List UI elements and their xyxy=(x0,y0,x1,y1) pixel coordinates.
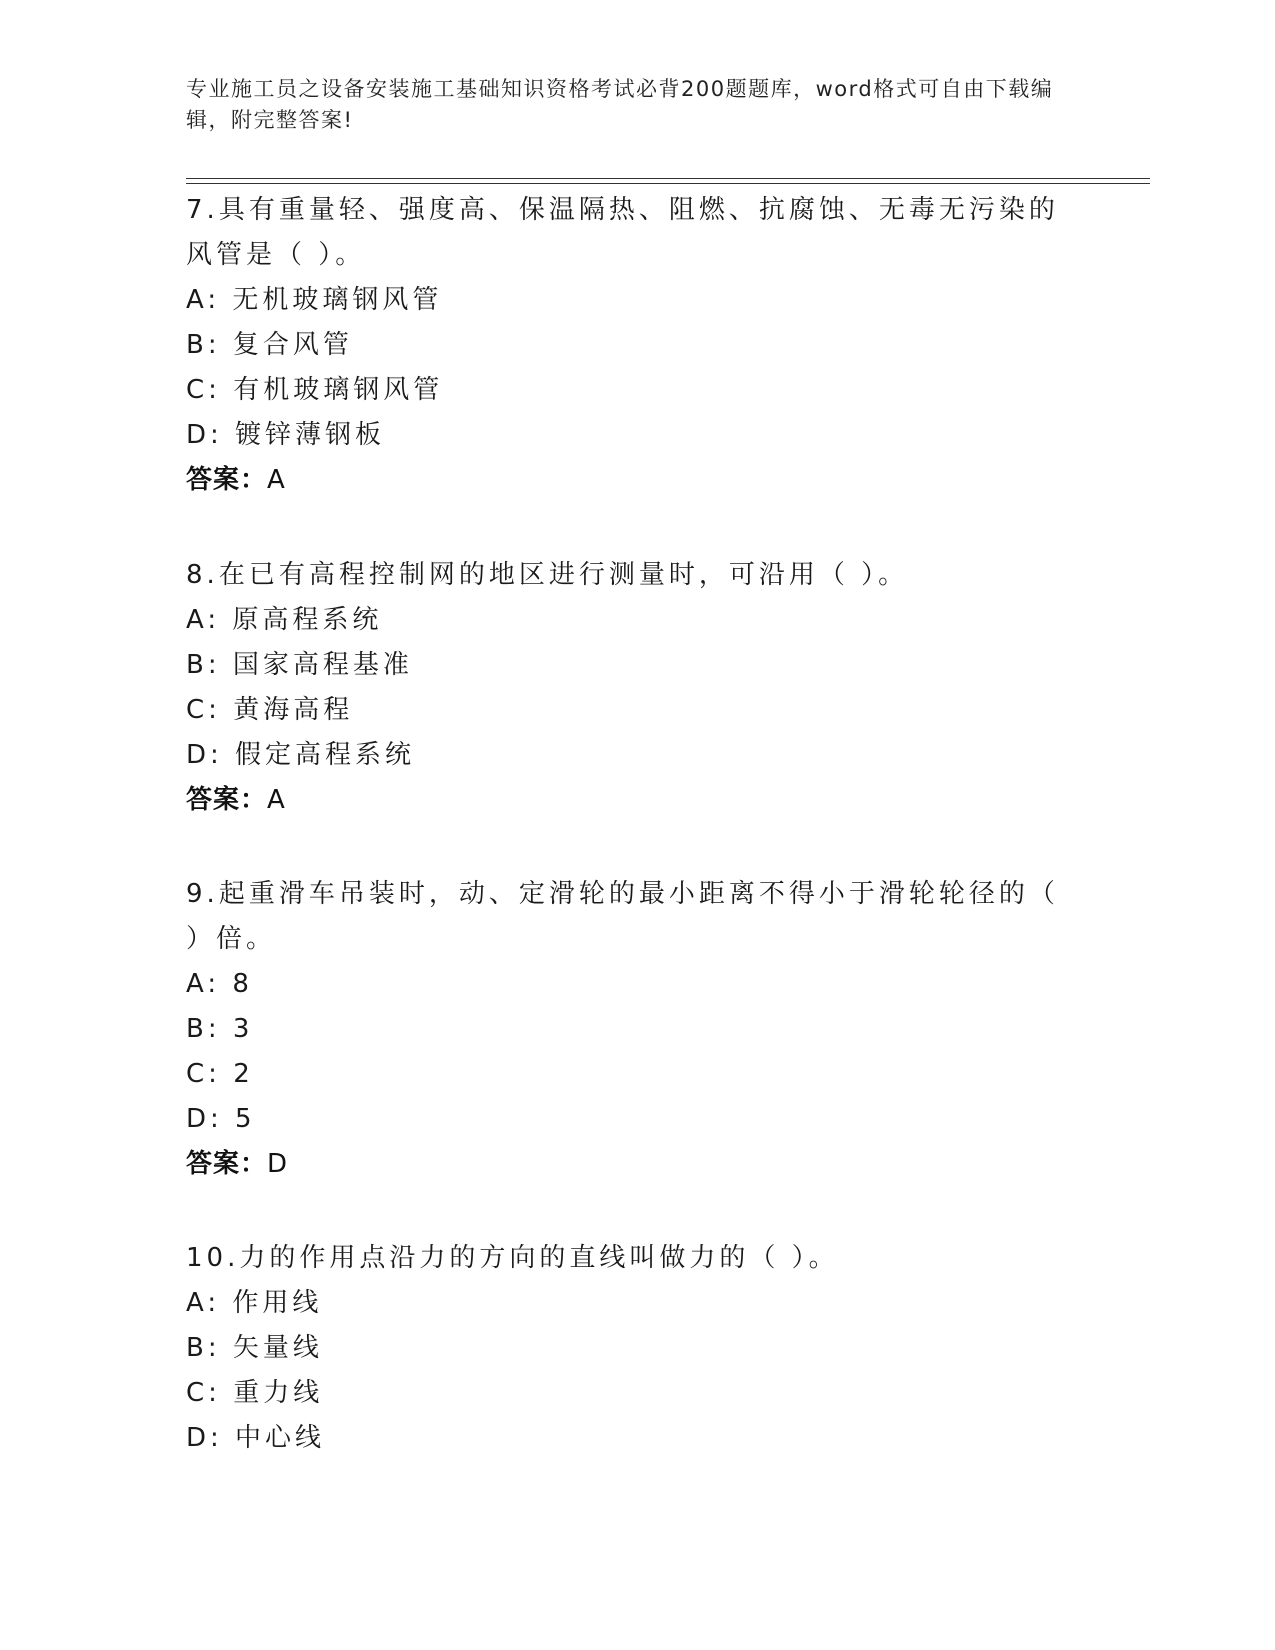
option-text: 无机玻璃钢风管 xyxy=(232,285,443,315)
answer-value: A xyxy=(267,465,286,495)
option-text: 假定高程系统 xyxy=(235,740,416,770)
option-d xyxy=(186,1416,1066,1461)
option-key: A: xyxy=(186,969,221,999)
option-text: 5 xyxy=(235,1104,256,1134)
header-rule-top xyxy=(186,178,1150,179)
option-key: B: xyxy=(186,1014,221,1044)
question-stem xyxy=(186,553,1066,598)
option-key: B: xyxy=(186,330,221,360)
option-key: B: xyxy=(186,650,221,680)
answer-value: A xyxy=(267,785,286,815)
option-text: 黄海高程 xyxy=(233,695,354,725)
option-a xyxy=(186,278,1066,323)
option-d xyxy=(186,733,1066,778)
option-key: D: xyxy=(186,740,223,770)
question-number: 9. xyxy=(186,879,219,909)
option-b xyxy=(186,1007,1066,1052)
answer-label: 答案： xyxy=(186,1149,268,1179)
option-d xyxy=(186,413,1066,458)
question-stem xyxy=(186,188,1066,278)
option-text: 矢量线 xyxy=(232,1333,323,1363)
option-key: D: xyxy=(186,420,223,450)
question-text: 具有重量轻、强度高、保温隔热、阻燃、抗腐蚀、无毒无污染的风管是（ ）。 xyxy=(186,195,1059,270)
option-c xyxy=(186,1371,1066,1416)
option-key: C: xyxy=(186,375,221,405)
answer-line xyxy=(186,1142,1066,1187)
question-text: 在已有高程控制网的地区进行测量时，可沿用（ ）。 xyxy=(218,560,909,590)
option-b xyxy=(186,643,1066,688)
option-key: C: xyxy=(186,695,221,725)
option-key: C: xyxy=(186,1059,221,1089)
question-number: 8. xyxy=(186,560,219,590)
question-stem xyxy=(186,1236,1066,1281)
option-key: D: xyxy=(186,1423,223,1453)
answer-value: D xyxy=(267,1149,289,1179)
option-text: 镀锌薄钢板 xyxy=(235,420,386,450)
answer-label: 答案： xyxy=(186,465,268,495)
answer-line xyxy=(186,778,1066,823)
option-c xyxy=(186,688,1066,733)
question-9 xyxy=(186,872,1066,1187)
question-stem xyxy=(186,872,1066,962)
option-text: 复合风管 xyxy=(232,330,353,360)
answer-label: 答案： xyxy=(186,785,268,815)
question-number: 10. xyxy=(186,1243,240,1273)
question-text: 力的作用点沿力的方向的直线叫做力的（ ）。 xyxy=(239,1243,839,1273)
option-key: B: xyxy=(186,1333,221,1363)
option-text: 中心线 xyxy=(235,1423,326,1453)
option-a xyxy=(186,1281,1066,1326)
option-text: 原高程系统 xyxy=(232,605,383,635)
option-d xyxy=(186,1097,1066,1142)
option-b xyxy=(186,323,1066,368)
header-rule-bottom xyxy=(186,183,1150,184)
document-header: 专业施工员之设备安装施工基础知识资格考试必背200题题库，word格式可自由下载编辑，附完整答案! xyxy=(186,77,1054,132)
question-7 xyxy=(186,188,1066,503)
option-b xyxy=(186,1326,1066,1371)
option-text: 有机玻璃钢风管 xyxy=(233,375,444,405)
option-text: 重力线 xyxy=(233,1378,324,1408)
option-a xyxy=(186,962,1066,1007)
option-key: A: xyxy=(186,1288,221,1318)
question-number: 7. xyxy=(186,195,219,225)
option-key: C: xyxy=(186,1378,221,1408)
option-key: A: xyxy=(186,285,221,315)
option-text: 8 xyxy=(232,969,253,999)
answer-line xyxy=(186,458,1066,503)
option-text: 国家高程基准 xyxy=(232,650,413,680)
option-c xyxy=(186,368,1066,413)
option-c xyxy=(186,1052,1066,1097)
option-text: 作用线 xyxy=(232,1288,323,1318)
option-text: 2 xyxy=(233,1059,254,1089)
question-10 xyxy=(186,1236,1066,1461)
question-text: 起重滑车吊装时，动、定滑轮的最小距离不得小于滑轮轮径的（ ）倍。 xyxy=(186,879,1059,954)
option-a xyxy=(186,598,1066,643)
option-key: D: xyxy=(186,1104,223,1134)
option-key: A: xyxy=(186,605,221,635)
option-text: 3 xyxy=(232,1014,254,1044)
question-8 xyxy=(186,553,1066,823)
